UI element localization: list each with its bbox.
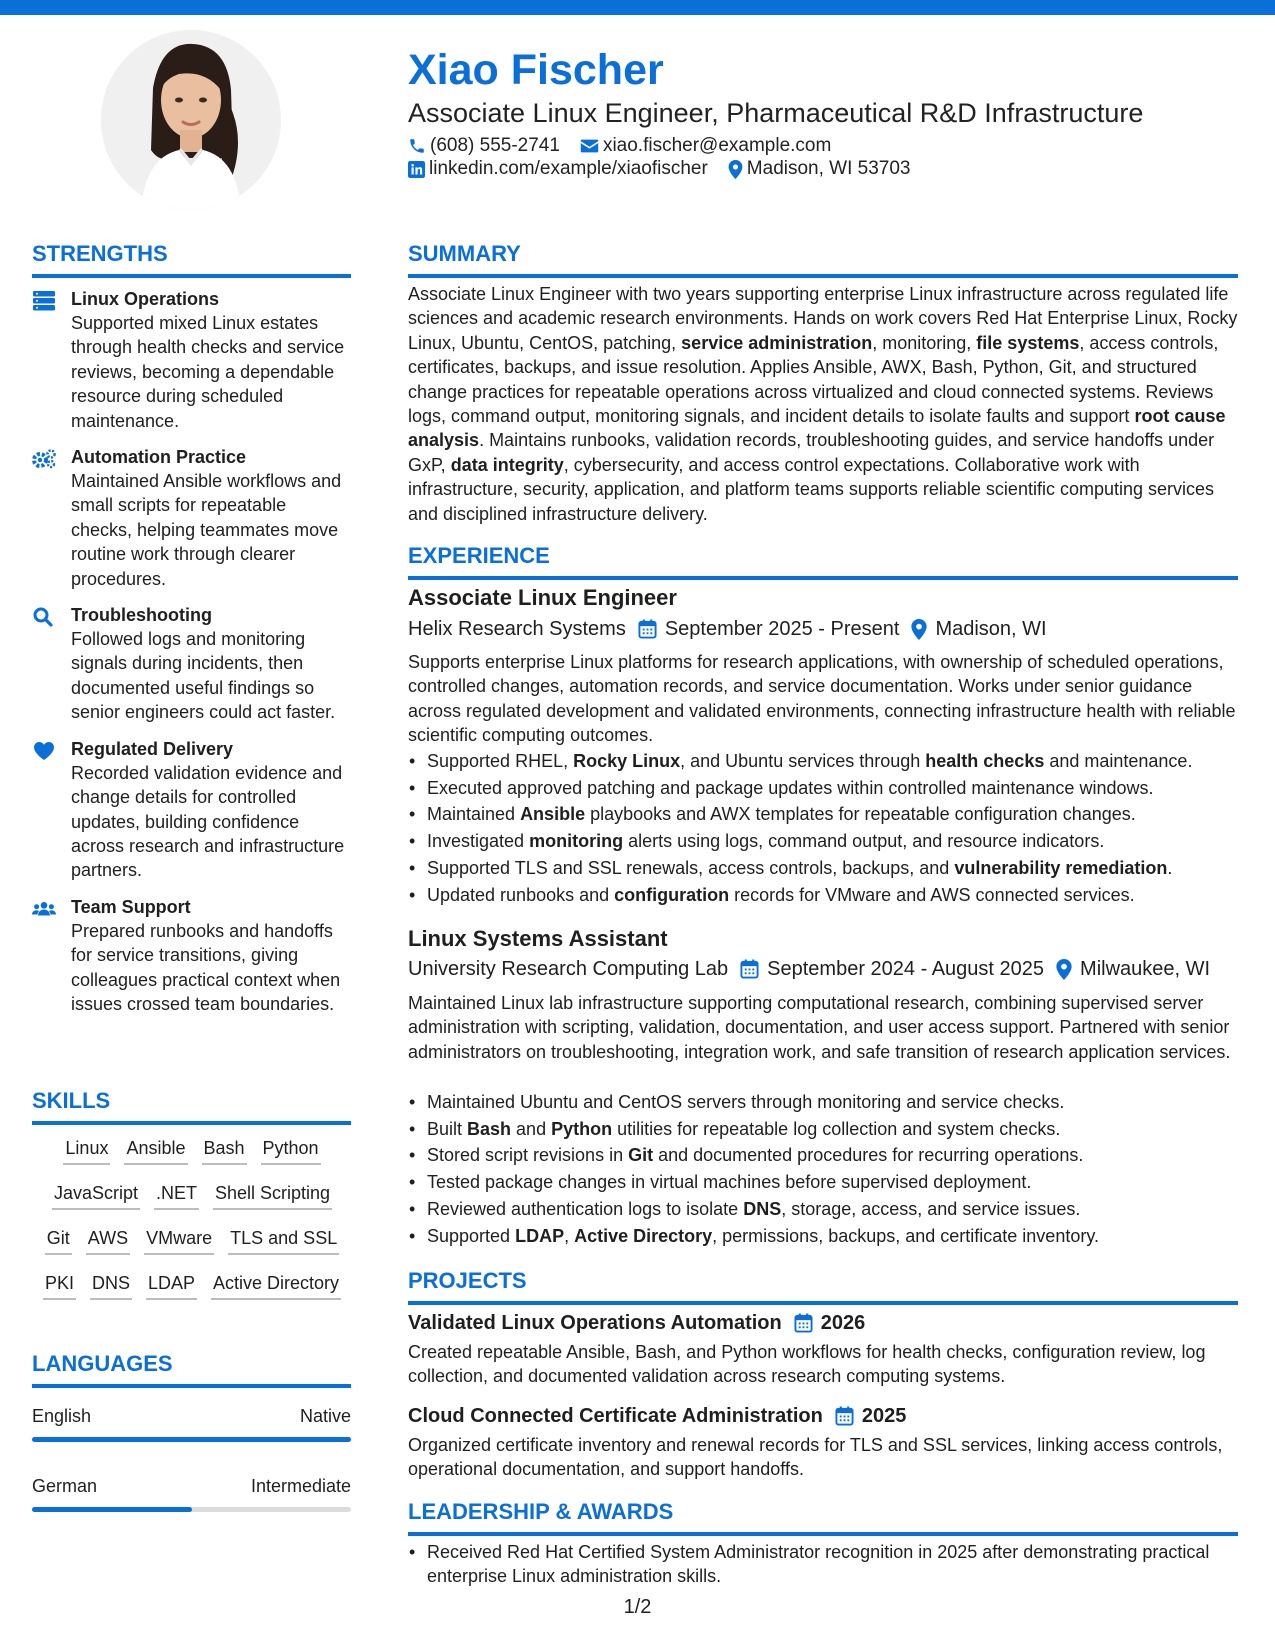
skill-tag: JavaScript (52, 1181, 140, 1210)
linkedin-text: linkedin.com/example/xiaofischer (429, 158, 708, 179)
list-item: • Maintained Ansible playbooks and AWX templates for repeatable configuration changes. (408, 801, 1238, 828)
page-indicator: 1/2 (623, 1596, 652, 1618)
job-location: Milwaukee, WI (1080, 957, 1211, 980)
skill-row (32, 1136, 352, 1165)
list-item: • Stored script revisions in Git and documented procedures for recurring operations. (408, 1142, 1238, 1169)
list-item: • Supported LDAP, Active Directory, permissions, backups, and certificate inventory. (408, 1223, 1238, 1250)
skill-tag: Git (45, 1226, 72, 1255)
list-item: • Executed approved patching and package updates within controlled maintenance windows. (408, 775, 1238, 802)
list-item: • Built Bash and Python utilities for repeatable log collection and system checks. (408, 1116, 1238, 1143)
candidate-role: Associate Linux Engineer, Pharmaceutical R&D Infrastructure (408, 98, 1144, 128)
skill-tag: TLS and SSL (228, 1226, 339, 1255)
job-description: Maintained Linux lab infrastructure supporting computational research, combining supervised server administration with scripting, validation, documentation, and user access support. Partnered with senior administrators on troubleshooting, integration work, and safe transition of research application services. (408, 993, 1231, 1062)
phone-icon (408, 137, 426, 155)
users-icon (32, 899, 56, 919)
list-item: • Investigated monitoring alerts using logs, command output, and resource indicators. (408, 828, 1238, 855)
skill-tag: Bash (202, 1136, 247, 1165)
language-level: Intermediate (250, 1476, 351, 1496)
skill-tag: Python (261, 1136, 321, 1165)
job-title: Associate Linux Engineer (408, 585, 677, 610)
project-description: Organized certificate inventory and renewal records for TLS and SSL services, linking access controls, operational documentation, and support handoffs. (408, 1435, 1223, 1480)
language-proficiency-track (32, 1437, 351, 1442)
list-item: • Reviewed authentication logs to isolate DNS, storage, access, and service issues. (408, 1196, 1238, 1223)
project-title-row (408, 1309, 865, 1337)
leadership-heading: LEADERSHIP & AWARDS (408, 1498, 1238, 1536)
leadership-bullets (408, 1540, 1238, 1589)
calendar-icon (794, 1313, 813, 1333)
strengths-heading: STRENGTHS (32, 240, 351, 278)
skill-tag: LDAP (146, 1271, 197, 1300)
project-description: Created repeatable Ansible, Bash, and Python workflows for health checks, configuration review, log collection, and documented validation across research computing systems. (408, 1342, 1206, 1387)
language-proficiency-fill (32, 1437, 351, 1442)
job-meta (408, 955, 1210, 983)
list-item: • Supported RHEL, Rocky Linux, and Ubuntu services through health checks and maintenance. (408, 748, 1238, 775)
language-level: Native (299, 1406, 351, 1426)
strength-description: Recorded validation evidence and change details for controlled updates, building confidence across research and infrastructure partners. (71, 762, 345, 881)
job-bullets (408, 1089, 1238, 1249)
email-contact[interactable] (580, 135, 831, 157)
strength-item (32, 445, 352, 591)
strength-title: Automation Practice (71, 447, 247, 468)
summary-text: Associate Linux Engineer with two years supporting enterprise Linux infrastructure across regulated life sciences and academic research environments. Hands on work covers Red Hat Enterprise Linux, Rocky Linux, Ubuntu, CentOS, patching, service administration, monitoring, file systems, access controls, certificates, backups, and issue resolution. Applies Ansible, AWX, Bash, Python, Git, and structured change practices for repeatable operations across virtualized and cloud connected systems. Reviews logs, command output, monitoring signals, and incident details to isolate faults and support root cause analysis. Maintains runbooks, validation records, troubleshooting guides, and service handoffs under GxP, data integrity, cybersecurity, and access control expectations. Collaborative work with infrastructure, security, application, and platform teams supports reliable scientific computing services and disciplined infrastructure delivery. (408, 284, 1238, 524)
strength-item (32, 287, 352, 433)
profile-photo (101, 30, 281, 210)
language-proficiency-fill (32, 1507, 192, 1512)
calendar-icon (638, 619, 657, 639)
skills-heading: SKILLS (32, 1087, 351, 1125)
job-location: Madison, WI (935, 617, 1047, 640)
strength-title: Troubleshooting (71, 605, 212, 626)
language-item (32, 1404, 351, 1442)
projects-heading: PROJECTS (408, 1267, 1238, 1305)
project-year: 2025 (861, 1404, 907, 1427)
strength-title: Linux Operations (71, 289, 220, 309)
list-item: • Updated runbooks and configuration records for VMware and AWS connected services. (408, 882, 1238, 909)
job-company: Helix Research Systems (408, 617, 626, 640)
skill-row (32, 1226, 352, 1255)
language-proficiency-track (32, 1507, 351, 1512)
skill-row (32, 1271, 352, 1300)
map-pin-icon (1056, 959, 1072, 980)
language-name: German (32, 1476, 98, 1496)
skill-tag: Linux (63, 1136, 110, 1165)
list-item: • Received Red Hat Certified System Administrator recognition in 2025 after demonstrating practical enterprise Linux administration skills. (408, 1540, 1238, 1589)
job-description: Supports enterprise Linux platforms for research applications, with ownership of scheduled operations, controlled changes, automation records, and service documentation. Works under senior guidance across regulated development and validated environments, connecting infrastructure health with reliable scientific computing outcomes. (408, 652, 1236, 746)
phone-text: (608) 555-2741 (430, 135, 560, 156)
skill-tag: Shell Scripting (213, 1181, 332, 1210)
strength-item (32, 737, 352, 883)
job-dates: September 2025 - Present (664, 617, 900, 640)
strength-description: Supported mixed Linux estates through health checks and service reviews, becoming a dependable resource during scheduled maintenance. (71, 313, 345, 431)
contact-row-2 (408, 157, 931, 181)
language-name: English (32, 1406, 92, 1426)
phone-contact[interactable] (408, 135, 560, 157)
gears-icon (32, 449, 56, 469)
calendar-icon (835, 1406, 854, 1426)
strength-title: Regulated Delivery (71, 738, 234, 759)
map-pin-icon (911, 619, 927, 640)
strength-description: Prepared runbooks and handoffs for service transitions, giving colleagues practical context when issues crossed team boundaries. (71, 920, 341, 1014)
job-meta (408, 615, 1047, 643)
location-contact (728, 158, 911, 180)
contact-row-1 (408, 134, 851, 158)
server-icon (32, 291, 56, 311)
top-accent-bar (0, 0, 1275, 15)
strength-item (32, 895, 352, 1017)
skill-tag: Active Directory (211, 1271, 341, 1300)
languages-heading: LANGUAGES (32, 1350, 351, 1388)
strength-item (32, 603, 352, 725)
skill-row (32, 1181, 352, 1210)
strength-description: Followed logs and monitoring signals during incidents, then documented useful findings so senior engineers could act faster. (71, 629, 336, 723)
search-icon (32, 607, 56, 627)
experience-heading: EXPERIENCE (408, 542, 1238, 580)
strengths-list (32, 287, 352, 1028)
location-text: Madison, WI 53703 (746, 158, 911, 179)
skill-tag: .NET (154, 1181, 199, 1210)
linkedin-icon (408, 161, 425, 178)
list-item: • Supported TLS and SSL renewals, access controls, backups, and vulnerability remediation. (408, 855, 1238, 882)
linkedin-contact[interactable] (408, 158, 708, 180)
project-year: 2026 (820, 1311, 866, 1334)
list-item: • Tested package changes in virtual machines before supervised deployment. (408, 1169, 1238, 1196)
job-company: University Research Computing Lab (408, 957, 729, 980)
project-title-row (408, 1402, 906, 1430)
language-item (32, 1474, 351, 1512)
skill-tag: Ansible (124, 1136, 187, 1165)
envelope-icon (580, 138, 599, 154)
list-item: • Maintained Ubuntu and CentOS servers through monitoring and service checks. (408, 1089, 1238, 1116)
skill-tag: AWS (86, 1226, 130, 1255)
skill-tag: PKI (43, 1271, 76, 1300)
email-text: xiao.fischer@example.com (602, 135, 832, 156)
summary-heading: SUMMARY (408, 240, 1238, 278)
skill-tag: VMware (144, 1226, 214, 1255)
calendar-icon (740, 959, 759, 979)
candidate-name: Xiao Fischer (408, 46, 664, 94)
project-title: Cloud Connected Certificate Administration (408, 1404, 823, 1427)
strength-title: Team Support (71, 896, 191, 917)
job-dates: September 2024 - August 2025 (767, 957, 1045, 980)
map-pin-icon (728, 160, 743, 179)
job-bullets (408, 748, 1238, 908)
strength-description: Maintained Ansible workflows and small scripts for repeatable checks, helping teammates move routine work through clearer procedures. (71, 471, 342, 589)
job-title: Linux Systems Assistant (408, 926, 668, 951)
project-title: Validated Linux Operations Automation (408, 1311, 782, 1334)
heart-icon (32, 741, 56, 761)
skill-tag: DNS (90, 1271, 132, 1300)
